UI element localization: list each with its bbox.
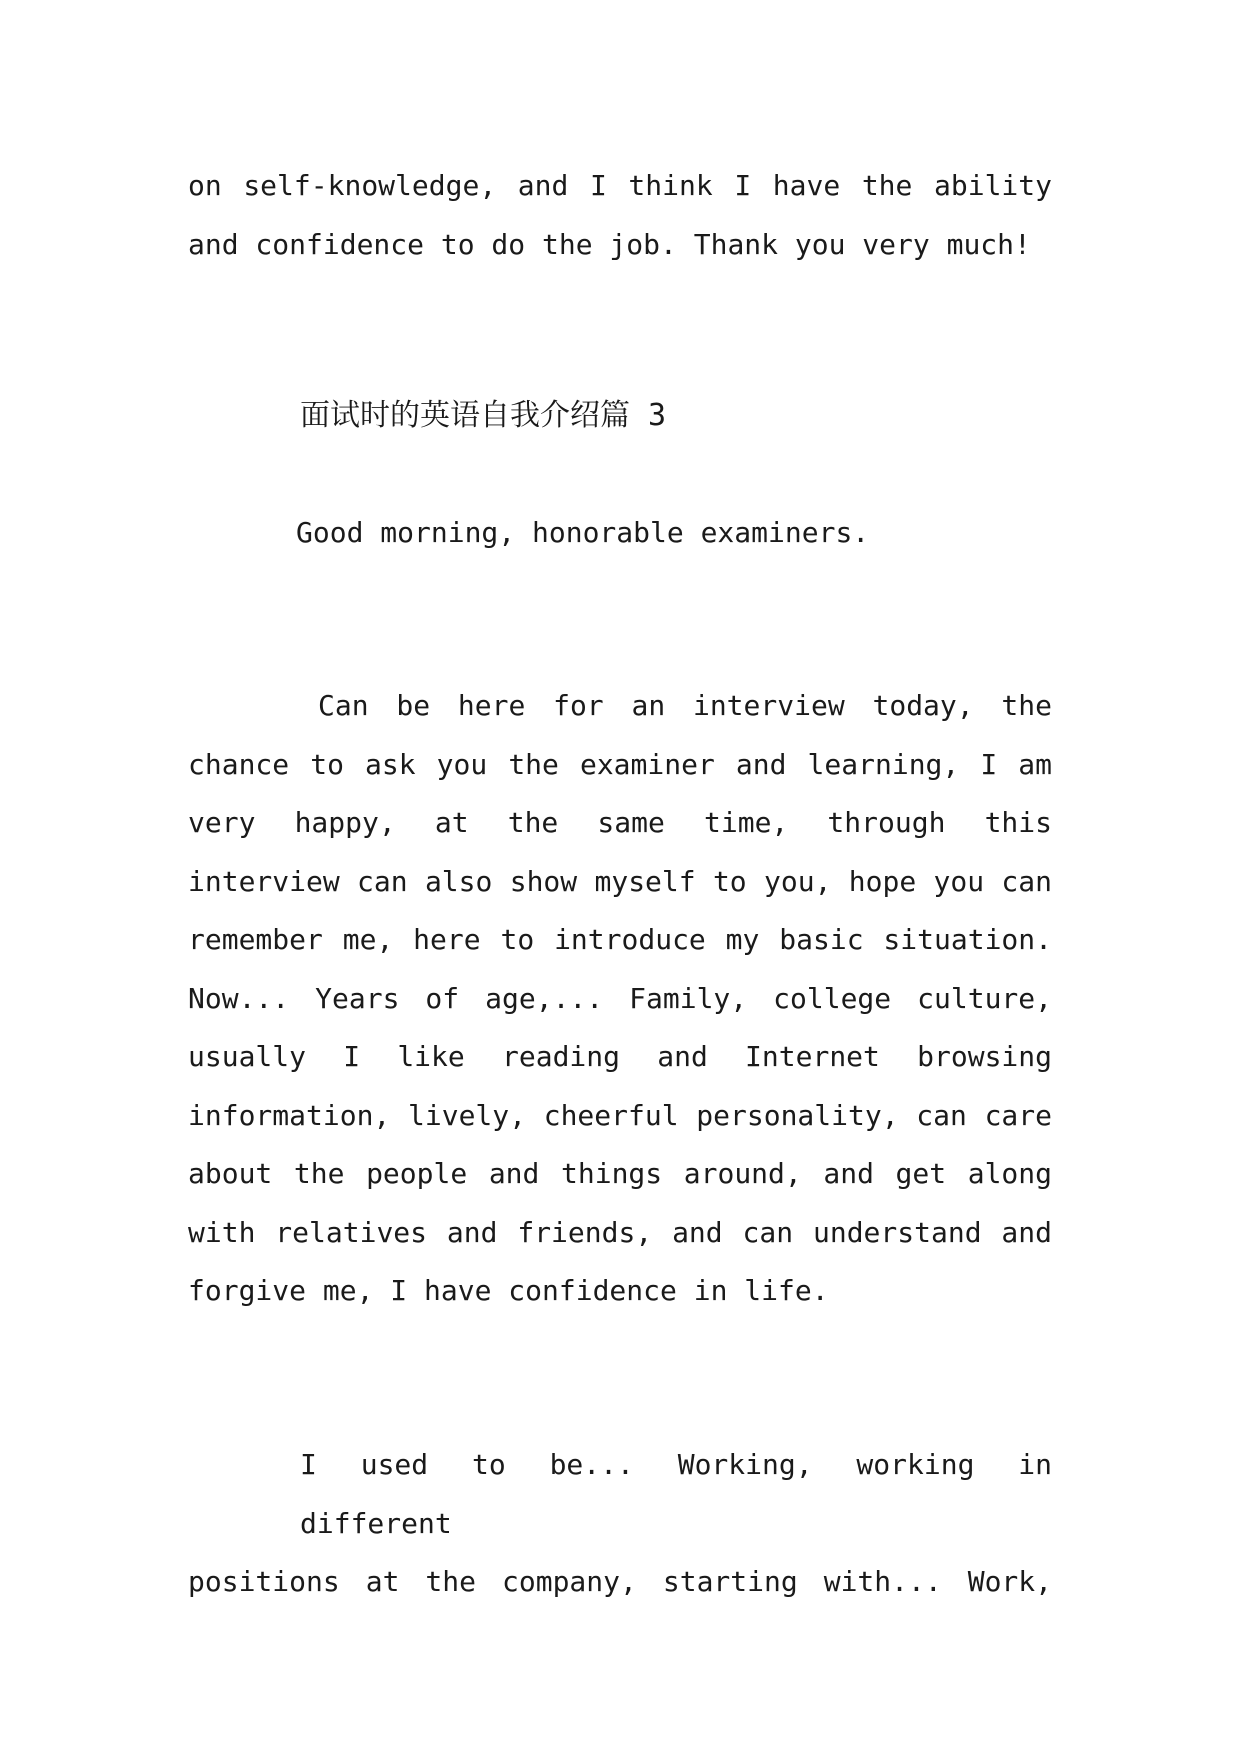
text-line: forgive me, I have confidence in life. — [188, 1274, 829, 1307]
paragraph-work-experience — [188, 1436, 1052, 1612]
paragraph-closing — [188, 157, 1052, 274]
section-title: 面试时的英语自我介绍篇 3 — [300, 398, 667, 433]
text-line: usually I like reading and Internet browsing — [188, 1040, 1052, 1073]
text-line: very happy, at the same time, through this — [188, 806, 1052, 839]
text-line: positions at the company, starting with... Work, — [188, 1565, 1052, 1598]
text-line: on self-knowledge, and I think I have the ability — [188, 169, 1052, 202]
text-line: remember me, here to introduce my basic situation. — [188, 923, 1052, 956]
text-line: interview can also show myself to you, hope you can — [188, 864, 1052, 898]
text-line: Now... Years of age,... Family, college culture, — [188, 981, 1052, 1015]
greeting-line: Good morning, honorable examiners. — [296, 516, 870, 549]
text-line: information, lively, cheerful personality, can care — [188, 1098, 1052, 1132]
text-line: I used to be... Working, working in different — [300, 1448, 1052, 1540]
text-line: about the people and things around, and get along — [188, 1157, 1052, 1190]
text-line: with relatives and friends, and can understand and — [188, 1215, 1052, 1249]
paragraph-introduction — [188, 677, 1052, 1321]
text-line: Can be here for an interview today, the — [318, 689, 1052, 722]
text-line: chance to ask you the examiner and learning, I am — [188, 747, 1052, 781]
text-line: and confidence to do the job. Thank you very much! — [188, 227, 1031, 261]
